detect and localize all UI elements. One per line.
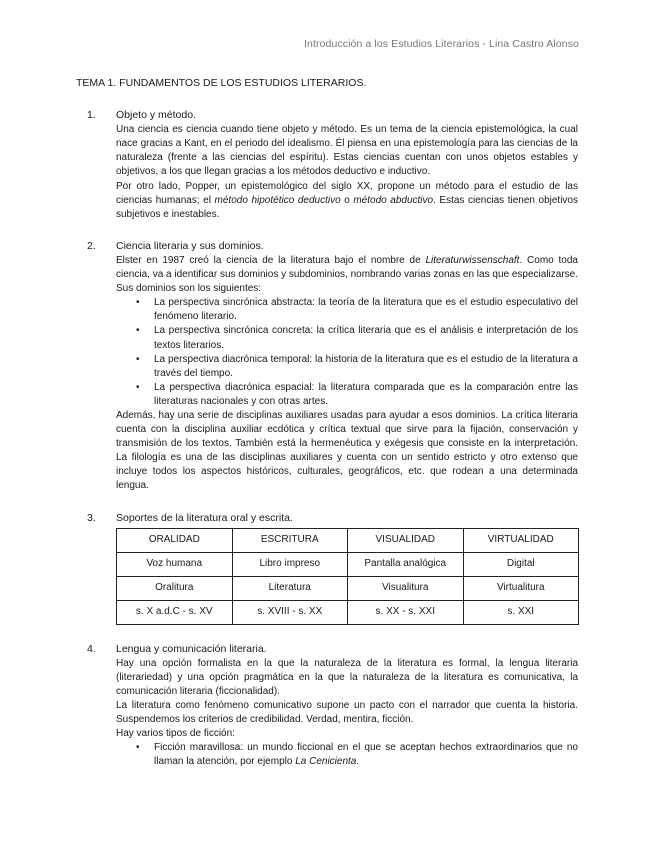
emphasis: La Cenicienta bbox=[295, 756, 357, 768]
section-title: Soportes de la literatura oral y escrita. bbox=[116, 511, 293, 524]
paragraph: Elster en 1987 creó la ciencia de la literatura bajo el nombre de Literaturwissenschaft. Como toda ciencia, va a identificar sus dominios y subdominios, nombrando varias zonas en las que especializarse. Sus dominios son los siguientes: bbox=[116, 254, 578, 295]
paragraph: Hay una opción formalista en la que la naturaleza de la literatura es formal, la lengua literaria (literariedad) y una opción pragmática en la que la naturaleza de la literatura es comunicativa, la comunicación literaria (ficcionalidad). bbox=[116, 657, 578, 697]
section-objeto-metodo bbox=[76, 108, 578, 222]
section-title: Ciencia literaria y sus dominios. bbox=[116, 239, 264, 252]
paragraph: La literatura como fenómeno comunicativo supone un pacto con el narrador que cuenta la historia. Suspendemos los criterios de credibilidad. Verdad, mentira, ficción. bbox=[116, 700, 578, 726]
table-cell: ESCRITURA bbox=[232, 528, 348, 552]
bullet-list bbox=[116, 741, 578, 769]
paragraph: Hay varios tipos de ficción: bbox=[116, 728, 235, 740]
section-number: 3. bbox=[87, 511, 96, 524]
list-item: • La perspectiva sincrónica abstracta: la teoría de la literatura que es el estudio especulativo del fenómeno literario. bbox=[154, 296, 578, 324]
table-cell: s. X a.d.C - s. XV bbox=[117, 600, 233, 624]
bullet-list bbox=[116, 296, 578, 409]
table-cell: VIRTUALIDAD bbox=[463, 528, 579, 552]
paragraph: Además, hay una serie de disciplinas auxiliares usadas para ayudar a esos dominios. La crítica literaria cuenta con la disciplina auxiliar ecdótica y crítica textual que sirve para la fijación, conservación y transmisión de los textos. También está la hermenéutica y exégesis que consiste en la interpretación. La filología es una de las disciplinas auxiliares y cuenta con un sentido estricto y otro extenso que incluye todos los aspectos históricos, culturales, geográficos, etc. que rodean a una determinada lengua. bbox=[116, 409, 578, 492]
section-soportes bbox=[76, 511, 578, 625]
document-body bbox=[76, 76, 578, 786]
list-item: • La perspectiva sincrónica concreta: la crítica literaria que es el análisis e interpretación de los textos literarios. bbox=[154, 324, 578, 352]
section-lengua-comunicacion bbox=[76, 642, 578, 770]
table-cell: Visualitura bbox=[348, 576, 464, 600]
table-row bbox=[117, 576, 579, 600]
table-cell: Voz humana bbox=[117, 552, 233, 576]
list-item: • Ficción maravillosa: un mundo ficcional en el que se aceptan hechos extraordinarios que no llaman la atención, por ejemplo La Cenicienta. bbox=[154, 741, 578, 769]
section-title: Lengua y comunicación literaria. bbox=[116, 642, 267, 655]
list-item: • La perspectiva diacrónica temporal: la historia de la literatura que es el estudio de la literatura a través del tiempo. bbox=[154, 353, 578, 381]
soportes-table bbox=[116, 528, 579, 625]
table-cell: ORALIDAD bbox=[117, 528, 233, 552]
table-cell: Pantalla analógica bbox=[348, 552, 464, 576]
section-number: 2. bbox=[87, 239, 96, 252]
table-cell: s. XXI bbox=[463, 600, 579, 624]
table-cell: Digital bbox=[463, 552, 579, 576]
section-number: 1. bbox=[87, 109, 96, 122]
table-cell: s. XX - s. XXI bbox=[348, 600, 464, 624]
list-item: • La perspectiva diacrónica espacial: la literatura comparada que es la comparación entre las literaturas nacionales y con otras artes. bbox=[154, 381, 578, 409]
table-row bbox=[117, 552, 579, 576]
paragraph: Por otro lado, Popper, un epistemológico del siglo XX, propone un método para el estudio de las ciencias humanas; el método hipotético deductivo o método abductivo. Estas ciencias tienen objetivos subjetivos e inestables. bbox=[116, 180, 578, 220]
table-cell: Libro impreso bbox=[232, 552, 348, 576]
document-title: TEMA 1. FUNDAMENTOS DE LOS ESTUDIOS LITERARIOS. bbox=[76, 77, 367, 89]
table-cell: Virtualitura bbox=[463, 576, 579, 600]
table-row bbox=[117, 600, 579, 624]
table-header-row bbox=[117, 528, 579, 552]
emphasis: método abductivo bbox=[353, 194, 434, 206]
section-title: Objeto y método. bbox=[116, 109, 196, 122]
paragraph: Una ciencia es ciencia cuando tiene objeto y método. Es un tema de la ciencia epistemológica, la cual nace gracias a Kant, en el periodo del idealismo. Él piensa en una epistemología para las ciencias de la naturaleza (frente a las ciencias del espíritu). Estas ciencias cuentan con unos objetos estables y objetivos, a los que llegan gracias a los métodos deductivo e inductivo. bbox=[116, 124, 578, 178]
table-cell: Oralitura bbox=[117, 576, 233, 600]
emphasis: método hipotético deductivo bbox=[214, 194, 341, 206]
page-header: Introducción a los Estudios Literarios - Lina Castro Alonso bbox=[304, 38, 579, 50]
table-cell: Literatura bbox=[232, 576, 348, 600]
emphasis: Literaturwissenschaft bbox=[425, 254, 520, 266]
section-number: 4. bbox=[87, 642, 96, 655]
table-cell: s. XVIII - s. XX bbox=[232, 600, 348, 624]
section-ciencia-literaria bbox=[76, 239, 578, 494]
table-cell: VISUALIDAD bbox=[348, 528, 464, 552]
